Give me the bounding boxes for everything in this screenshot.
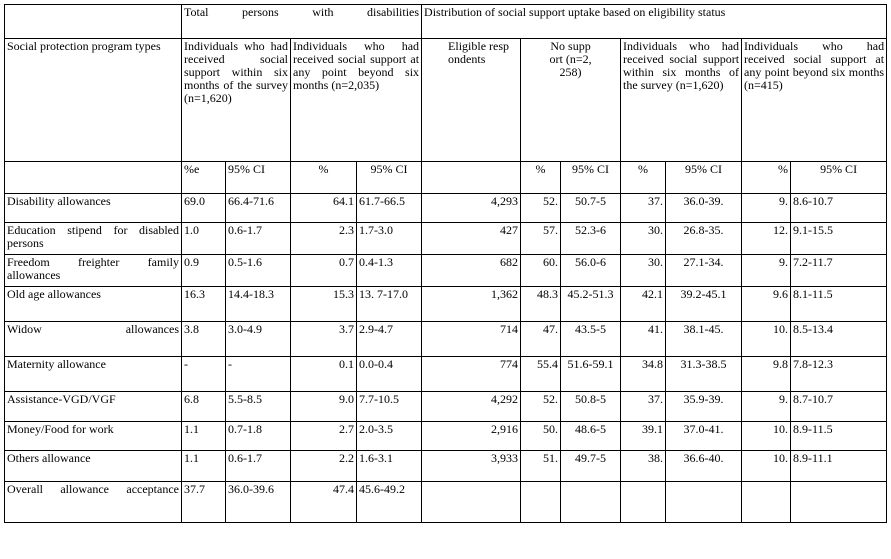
no-support-pct-cell: 52.: [521, 392, 561, 422]
within-eligible-pct-cell: 30.: [621, 255, 666, 287]
beyond-ci-cell: 0.4-1.3: [357, 255, 422, 287]
blank-corner-cell: [5, 5, 182, 39]
program-name: Education stipend for disabled persons: [5, 223, 182, 255]
within-eligible-ci-cell: 26.8-35.: [666, 223, 742, 255]
data-rows: [5, 194, 887, 523]
table-row: [5, 194, 887, 223]
within-eligible-pct-cell: 37.: [621, 194, 666, 223]
beyond-pct-cell: 15.3: [291, 287, 357, 322]
beyond-pct-cell: 2.7: [291, 422, 357, 451]
within-eligible-pct-cell: 42.1: [621, 287, 666, 322]
table-row: [5, 255, 887, 287]
within-eligible-ci-cell: 37.0-41.: [666, 422, 742, 451]
eligible-count-cell: 3,933: [422, 451, 521, 482]
no-support-pct-cell: 55.4: [521, 357, 561, 392]
within-eligible-ci-cell: [666, 482, 742, 523]
beyond-eligible-pct-cell: 12.: [742, 223, 791, 255]
within-ci-cell: 66.4-71.6: [226, 194, 291, 223]
eligible-count-cell: 774: [422, 357, 521, 392]
beyond-eligible-pct-cell: 9.: [742, 255, 791, 287]
subheader-blank-cell: [5, 162, 182, 194]
eligible-count-cell: 4,292: [422, 392, 521, 422]
beyond-eligible-ci-cell: 9.1-15.5: [791, 223, 887, 255]
no-support-pct-cell: 51.: [521, 451, 561, 482]
beyond-eligible-pct-cell: 10.: [742, 451, 791, 482]
eligible-count-cell: 4,293: [422, 194, 521, 223]
within-eligible-ci-cell: 31.3-38.5: [666, 357, 742, 392]
within-eligible-ci-cell: 36.6-40.: [666, 451, 742, 482]
beyond-pct-cell: 0.7: [291, 255, 357, 287]
within-eligible-ci-cell: 36.0-39.: [666, 194, 742, 223]
ci-header: 95% CI: [791, 162, 887, 194]
beyond-eligible-ci-cell: 8.1-11.5: [791, 287, 887, 322]
program-name: Overall allowance acceptance: [5, 482, 182, 523]
subheader-blank-cell: [422, 162, 521, 194]
no-support-ci-cell: 48.6-5: [561, 422, 621, 451]
no-support-ci-cell: 51.6-59.1: [561, 357, 621, 392]
eligible-respondents-header: Eligible respondents: [422, 39, 521, 162]
beyond-eligible-pct-cell: 9.8: [742, 357, 791, 392]
program-name: Assistance-VGD/VGF: [5, 392, 182, 422]
beyond-ci-cell: 13. 7-17.0: [357, 287, 422, 322]
program-name: Old age allowances: [5, 287, 182, 322]
within-pct-cell: 3.8: [182, 322, 226, 357]
group-distribution-header: Distribution of social support uptake based on eligibility status: [422, 5, 887, 39]
within-pct-cell: -: [182, 357, 226, 392]
table-row: [5, 322, 887, 357]
pct-header: %: [621, 162, 666, 194]
within-eligible-pct-cell: 37.: [621, 392, 666, 422]
ci-header: 95% CI: [666, 162, 742, 194]
within-eligible-pct-cell: 38.: [621, 451, 666, 482]
within-pct-cell: 1.0: [182, 223, 226, 255]
beyond-eligible-pct-cell: 10.: [742, 322, 791, 357]
within-ci-cell: 0.6-1.7: [226, 451, 291, 482]
within-pct-cell: 37.7: [182, 482, 226, 523]
within-eligible-ci-cell: 35.9-39.: [666, 392, 742, 422]
beyond-eligible-pct-cell: 10.: [742, 422, 791, 451]
no-support-ci-cell: 45.2-51.3: [561, 287, 621, 322]
beyond-eligible-ci-cell: 8.7-10.7: [791, 392, 887, 422]
within-ci-cell: 14.4-18.3: [226, 287, 291, 322]
table-row: [5, 422, 887, 451]
table-row: [5, 482, 887, 523]
beyond-ci-cell: 2.0-3.5: [357, 422, 422, 451]
within-pct-cell: 1.1: [182, 451, 226, 482]
no-support-pct-cell: 60.: [521, 255, 561, 287]
no-support-pct-cell: 48.3: [521, 287, 561, 322]
group-total-header: Total persons with disabilities: [182, 5, 422, 39]
beyond-ci-cell: 1.7-3.0: [357, 223, 422, 255]
within-eligible-ci-cell: 39.2-45.1: [666, 287, 742, 322]
no-support-ci-cell: 52.3-6: [561, 223, 621, 255]
within-ci-cell: 0.6-1.7: [226, 223, 291, 255]
within-eligible-pct-cell: 41.: [621, 322, 666, 357]
eligible-count-cell: 714: [422, 322, 521, 357]
within-ci-cell: 5.5-8.5: [226, 392, 291, 422]
no-support-ci-cell: 43.5-5: [561, 322, 621, 357]
within-eligible-pct-cell: 30.: [621, 223, 666, 255]
table-row: [5, 223, 887, 255]
no-support-ci-cell: [561, 482, 621, 523]
within-pct-cell: 1.1: [182, 422, 226, 451]
beyond-eligible-ci-cell: 8.9-11.1: [791, 451, 887, 482]
beyond-pct-cell: 2.3: [291, 223, 357, 255]
eligible-count-cell: [422, 482, 521, 523]
beyond-ci-cell: 7.7-10.5: [357, 392, 422, 422]
no-support-pct-cell: [521, 482, 561, 523]
program-name: Freedom freighter family allowances: [5, 255, 182, 287]
ci-header: 95% CI: [357, 162, 422, 194]
eligible-count-cell: 1,362: [422, 287, 521, 322]
beyond-eligible-ci-cell: 8.6-10.7: [791, 194, 887, 223]
program-name: Widow allowances: [5, 322, 182, 357]
within-six-months-eligible-header: Individuals who had received social support within six months of the survey (n=1,620): [621, 39, 742, 162]
table-row: [5, 392, 887, 422]
table-row: [5, 357, 887, 392]
beyond-six-months-eligible-header: Individuals who had received social support at any point beyond six months (n=415): [742, 39, 887, 162]
no-support-ci-cell: 56.0-6: [561, 255, 621, 287]
program-name: Money/Food for work: [5, 422, 182, 451]
beyond-ci-cell: 61.7-66.5: [357, 194, 422, 223]
beyond-eligible-ci-cell: [791, 482, 887, 523]
within-ci-cell: 0.7-1.8: [226, 422, 291, 451]
no-support-ci-cell: 50.8-5: [561, 392, 621, 422]
within-pct-cell: 0.9: [182, 255, 226, 287]
program-name: Maternity allowance: [5, 357, 182, 392]
no-support-header: No support (n=2,258): [521, 39, 621, 162]
column-header-row: [5, 39, 887, 162]
eligible-count-cell: 2,916: [422, 422, 521, 451]
no-support-ci-cell: 49.7-5: [561, 451, 621, 482]
table-row: [5, 287, 887, 322]
beyond-eligible-pct-cell: 9.: [742, 392, 791, 422]
pct-header: %e: [182, 162, 226, 194]
pct-header: %: [742, 162, 791, 194]
within-pct-cell: 69.0: [182, 194, 226, 223]
beyond-eligible-pct-cell: 9.: [742, 194, 791, 223]
beyond-pct-cell: 47.4: [291, 482, 357, 523]
within-eligible-pct-cell: [621, 482, 666, 523]
within-eligible-pct-cell: 39.1: [621, 422, 666, 451]
beyond-ci-cell: 45.6-49.2: [357, 482, 422, 523]
group-header-row: [5, 5, 887, 39]
within-eligible-pct-cell: 34.8: [621, 357, 666, 392]
within-six-months-header: Individuals who had received social support within six months of the survey (n=1,620): [182, 39, 291, 162]
pct-header: %: [521, 162, 561, 194]
beyond-ci-cell: 0.0-0.4: [357, 357, 422, 392]
program-name: Others allowance: [5, 451, 182, 482]
within-pct-cell: 6.8: [182, 392, 226, 422]
no-support-pct-cell: 50.: [521, 422, 561, 451]
beyond-eligible-ci-cell: 7.2-11.7: [791, 255, 887, 287]
within-eligible-ci-cell: 38.1-45.: [666, 322, 742, 357]
no-support-pct-cell: 52.: [521, 194, 561, 223]
beyond-pct-cell: 3.7: [291, 322, 357, 357]
beyond-eligible-pct-cell: [742, 482, 791, 523]
eligible-count-cell: 427: [422, 223, 521, 255]
table-row: [5, 451, 887, 482]
ci-header: 95% CI: [226, 162, 291, 194]
within-ci-cell: 0.5-1.6: [226, 255, 291, 287]
within-ci-cell: 3.0-4.9: [226, 322, 291, 357]
beyond-eligible-ci-cell: 8.9-11.5: [791, 422, 887, 451]
beyond-pct-cell: 64.1: [291, 194, 357, 223]
eligible-count-cell: 682: [422, 255, 521, 287]
program-column-header: Social protection program types: [5, 39, 182, 162]
beyond-pct-cell: 2.2: [291, 451, 357, 482]
no-support-ci-cell: 50.7-5: [561, 194, 621, 223]
no-support-pct-cell: 47.: [521, 322, 561, 357]
pct-header: %: [291, 162, 357, 194]
no-support-pct-cell: 57.: [521, 223, 561, 255]
beyond-six-months-header: Individuals who had received social support at any point beyond six months (n=2,035): [291, 39, 422, 162]
support-uptake-table: [4, 4, 887, 523]
beyond-ci-cell: 1.6-3.1: [357, 451, 422, 482]
beyond-eligible-ci-cell: 7.8-12.3: [791, 357, 887, 392]
within-ci-cell: -: [226, 357, 291, 392]
beyond-pct-cell: 9.0: [291, 392, 357, 422]
beyond-ci-cell: 2.9-4.7: [357, 322, 422, 357]
beyond-pct-cell: 0.1: [291, 357, 357, 392]
within-pct-cell: 16.3: [182, 287, 226, 322]
ci-header: 95% CI: [561, 162, 621, 194]
beyond-eligible-ci-cell: 8.5-13.4: [791, 322, 887, 357]
program-name: Disability allowances: [5, 194, 182, 223]
beyond-eligible-pct-cell: 9.6: [742, 287, 791, 322]
subheader-row: [5, 162, 887, 194]
within-ci-cell: 36.0-39.6: [226, 482, 291, 523]
within-eligible-ci-cell: 27.1-34.: [666, 255, 742, 287]
